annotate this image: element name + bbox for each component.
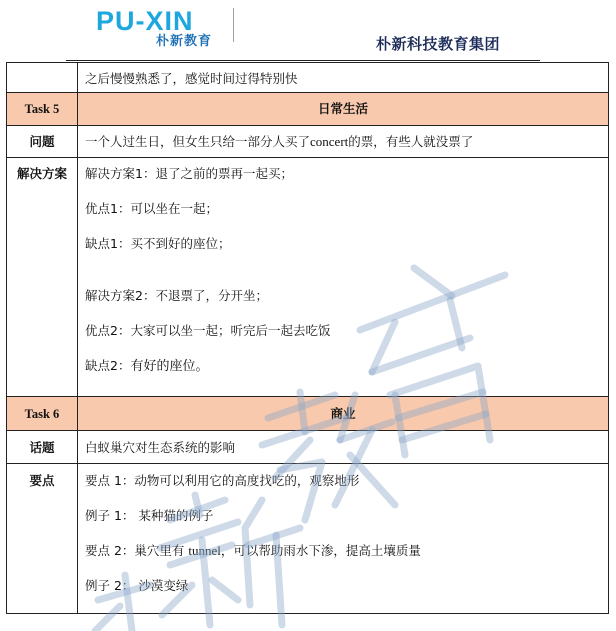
brand-logo bbox=[96, 6, 246, 52]
topic-cell bbox=[78, 431, 609, 464]
notes-table bbox=[6, 62, 609, 614]
solution-cell bbox=[78, 158, 609, 397]
point2-keyword: tunnel bbox=[188, 543, 221, 558]
problem-keyword: concert bbox=[310, 134, 349, 149]
topic-text: 白蚁巢穴对生态系统的影响 bbox=[85, 440, 236, 455]
solution-line bbox=[85, 357, 608, 375]
points-cell bbox=[78, 464, 609, 614]
header-rule bbox=[66, 60, 540, 61]
table-row bbox=[7, 63, 609, 93]
continuation-cell bbox=[78, 63, 609, 93]
task5-label: Task 5 bbox=[7, 93, 78, 126]
point-line: 要点 1：动物可以利用它的高度找吃的，观察地形 bbox=[85, 473, 360, 488]
page-header bbox=[0, 0, 616, 62]
example-line: 例子 2： 沙漠变绿 bbox=[85, 578, 189, 593]
solution-line: 解决方案2：不退票了，分开坐； bbox=[85, 288, 268, 303]
task6-points-row bbox=[7, 464, 609, 614]
logo-chinese-name: 朴新教育 bbox=[156, 34, 213, 49]
point2-end: ，可以帮助雨水下渗，提高土壤质量 bbox=[220, 543, 421, 558]
empty-label-cell bbox=[7, 63, 78, 93]
solution-last-start: 缺点2： bbox=[85, 358, 131, 373]
task6-topic-row bbox=[7, 431, 609, 464]
problem-text-start: 一个人过生日，但女生只给一部分人买了 bbox=[85, 134, 311, 149]
problem-label: 问题 bbox=[7, 126, 78, 158]
logo-wordmark: PU-XIN bbox=[96, 6, 194, 36]
problem-text-end: 的票，有些人就没票了 bbox=[348, 134, 474, 149]
company-name: 朴新科技教育集团 bbox=[376, 35, 501, 53]
points-label: 要点 bbox=[7, 464, 78, 614]
topic-label: 话题 bbox=[7, 431, 78, 464]
logo-divider bbox=[233, 8, 234, 42]
solution-line: 缺点1：买不到好的座位； bbox=[85, 236, 231, 251]
example-line: 例子 1： 某种猫的例子 bbox=[85, 508, 214, 523]
problem-cell bbox=[78, 126, 609, 158]
solution-line: 解决方案1：退了之前的票再一起买； bbox=[85, 166, 293, 181]
solution-label: 解决方案 bbox=[7, 158, 78, 397]
task5-header-row bbox=[7, 93, 609, 126]
task5-problem-row bbox=[7, 126, 609, 158]
task6-topic: 商业 bbox=[78, 397, 609, 431]
point2-start: 要点 2：巢穴里有 bbox=[85, 543, 189, 558]
task6-header-row bbox=[7, 397, 609, 431]
point-line bbox=[85, 542, 608, 560]
solution-line: 优点2：大家可以坐一起；听完后一起去吃饭 bbox=[85, 323, 331, 338]
continuation-text: 之后慢慢熟悉了，感觉时间过得特别快 bbox=[85, 71, 298, 86]
solution-last-end: 有好的座位。 bbox=[130, 358, 209, 373]
task5-solution-row bbox=[7, 158, 609, 397]
problem-text bbox=[85, 134, 473, 149]
task6-label: Task 6 bbox=[7, 397, 78, 431]
solution-line: 优点1：可以坐在一起； bbox=[85, 201, 218, 216]
task5-topic: 日常生活 bbox=[78, 93, 609, 126]
